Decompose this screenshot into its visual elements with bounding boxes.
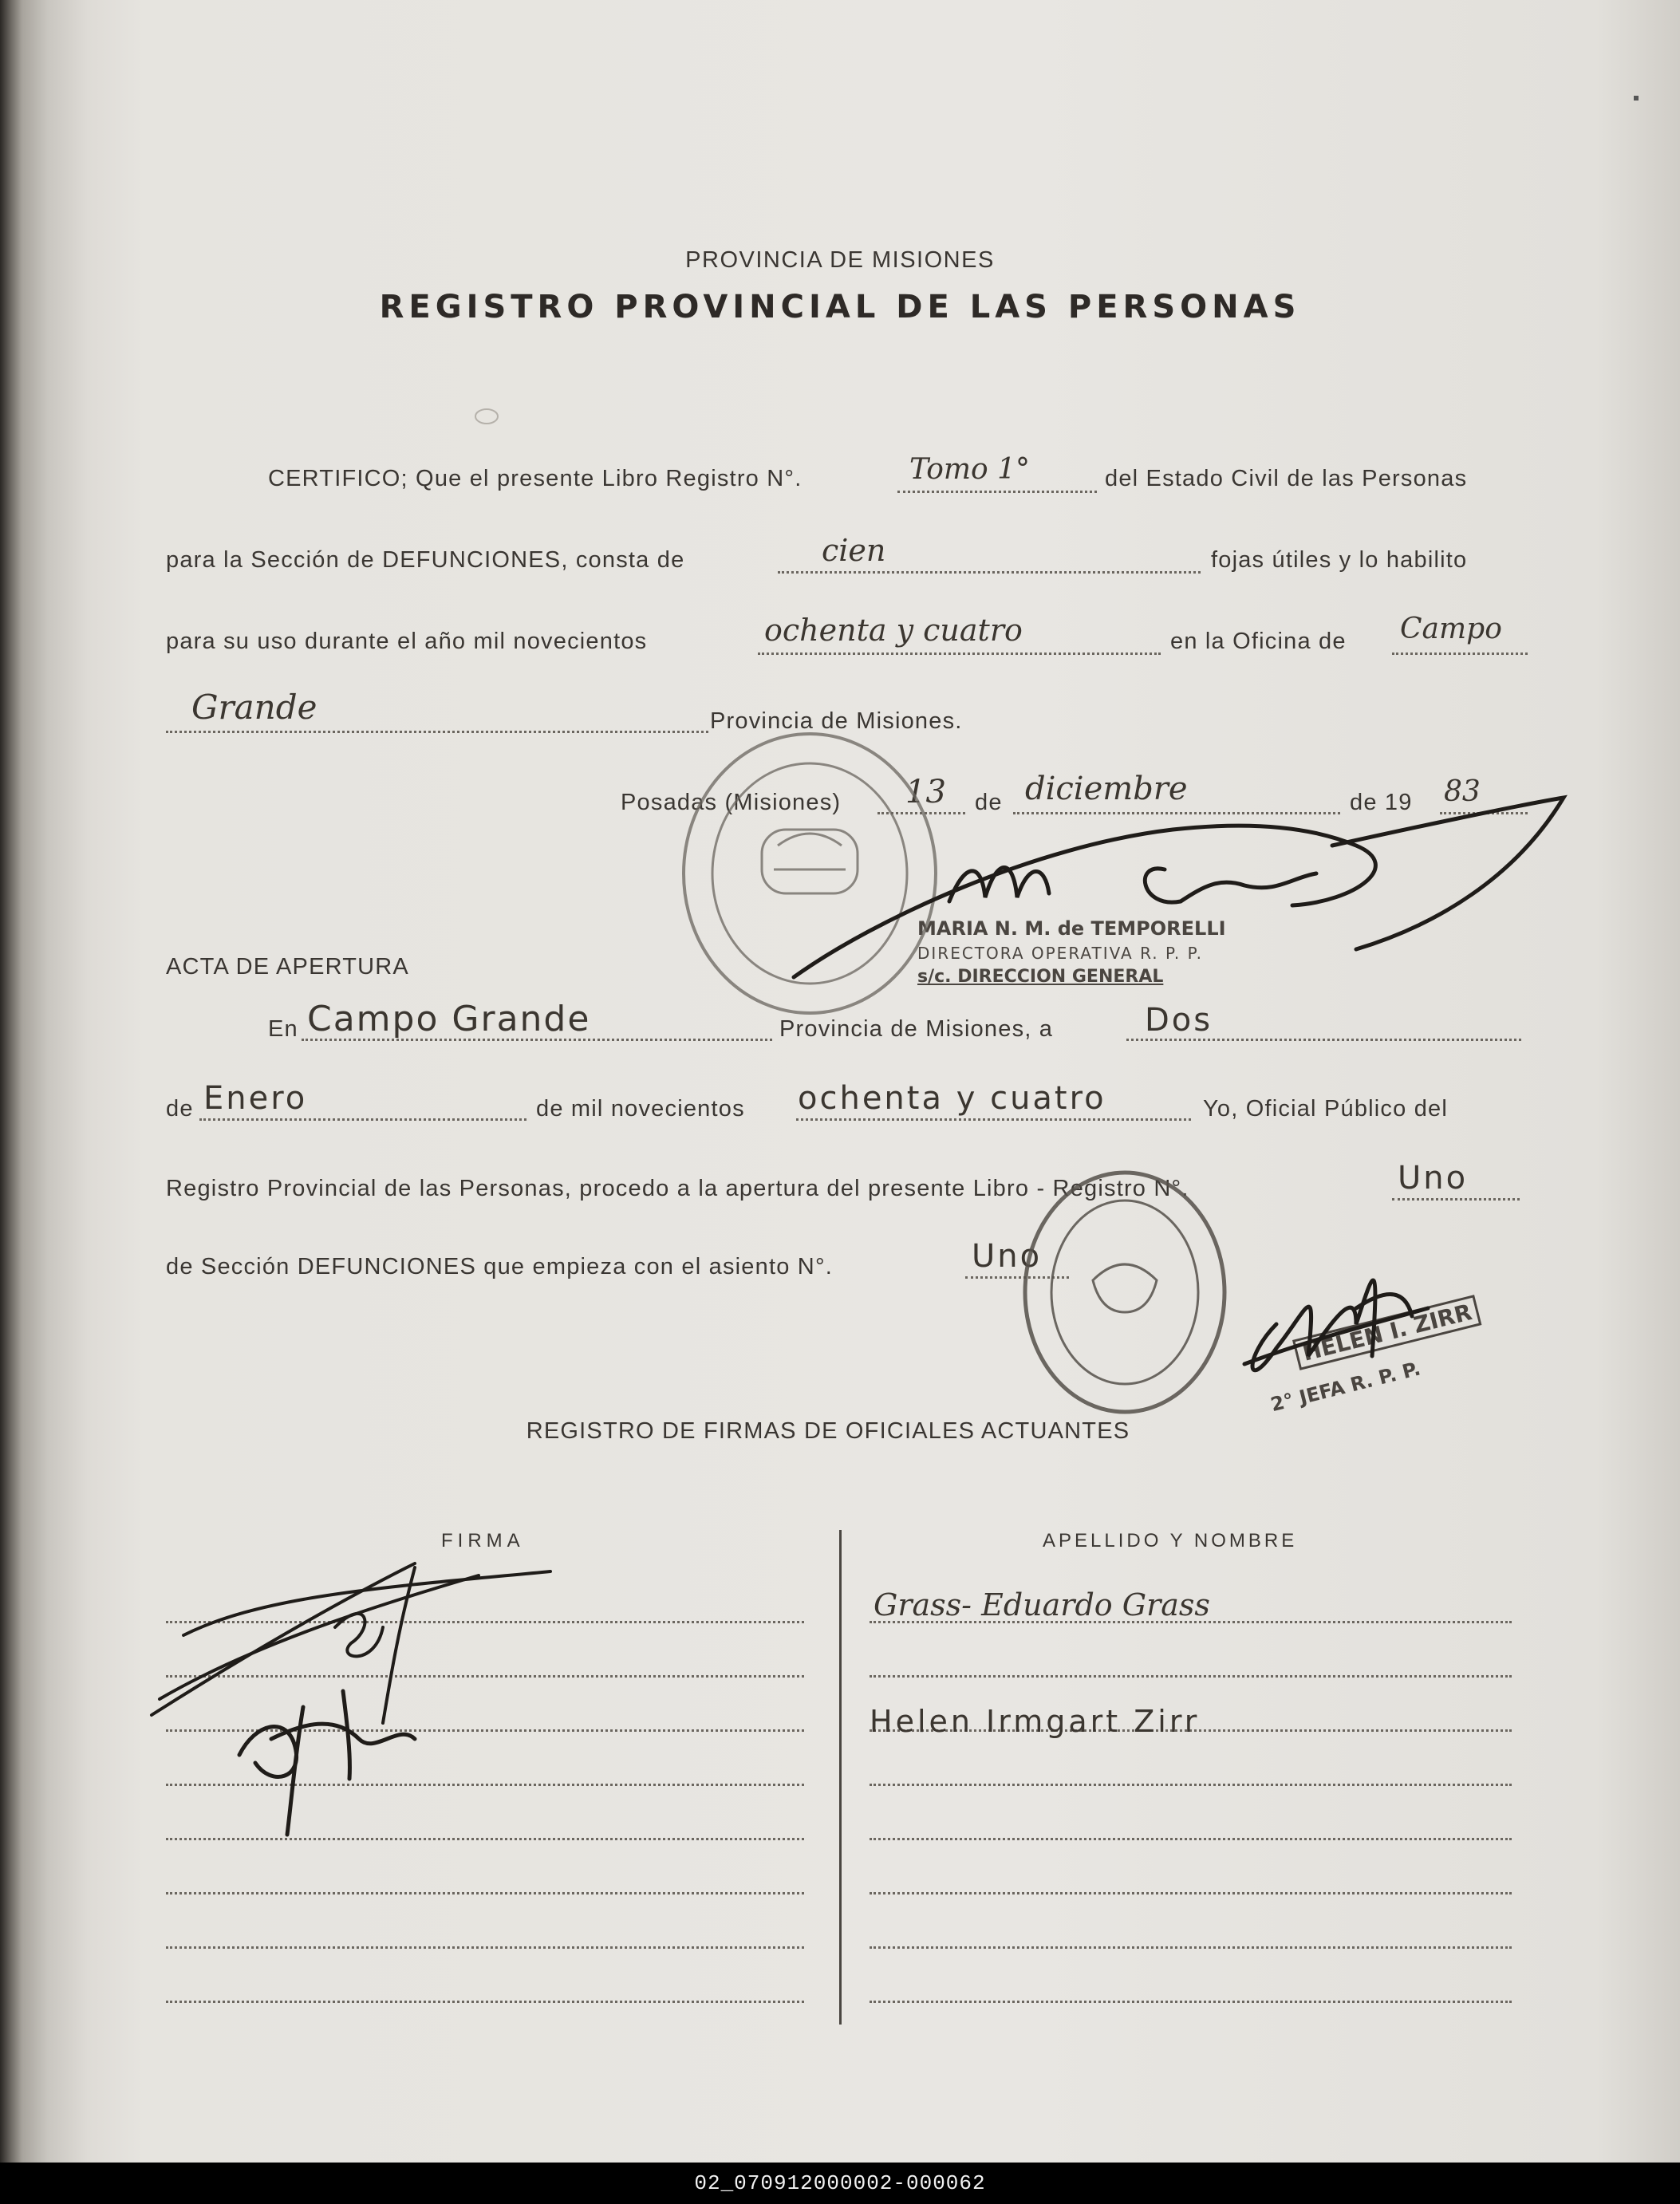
officer-stamp-name: HELEN I. ZIRR: [1292, 1295, 1482, 1370]
acta-month-fill: Enero: [203, 1080, 308, 1117]
acta-book-number-fill: Uno: [1398, 1160, 1469, 1197]
signatures-heading: REGISTRO DE FIRMAS DE OFICIALES ACTUANTES: [526, 1418, 1130, 1444]
director-signature: [794, 798, 1564, 977]
firma-signature-1: [152, 1563, 550, 1723]
acta-line2-end: Yo, Oficial Público del: [1203, 1096, 1449, 1122]
cert-year-fill: ochenta y cuatro: [764, 613, 1023, 648]
cert-fojas-fill: cien: [822, 533, 886, 568]
cert-office-fill: Campo: [1400, 613, 1502, 645]
province-heading: PROVINCIA DE MISIONES: [685, 247, 995, 273]
officer-stamp-role: 2° JEFA R. P. P.: [1268, 1357, 1423, 1417]
cert-line2-text: para la Sección de DEFUNCIONES, consta de: [166, 547, 685, 573]
acta-line4-text: de Sección DEFUNCIONES que empieza con el asiento N°.: [166, 1254, 833, 1279]
cert-tomo-fill: Tomo 1°: [909, 453, 1031, 486]
acta-year-fill: ochenta y cuatro: [798, 1080, 1106, 1117]
registry-title: REGISTRO PROVINCIAL DE LAS PERSONAS: [379, 289, 1301, 325]
date-day-fill: 13: [905, 774, 946, 810]
cert-line1-end: del Estado Civil de las Personas: [1105, 466, 1468, 491]
cert-line4-end: Provincia de Misiones.: [710, 708, 963, 734]
provincial-seal-lower: [1025, 1173, 1225, 1412]
name-entry-1: Grass- Eduardo Grass: [874, 1587, 1210, 1622]
cert-line1-text: CERTIFICO; Que el presente Libro Registro N°.: [268, 466, 803, 491]
acta-line3-text: Registro Provincial de las Personas, procedo a la apertura del presente Libro - Registro N°.: [166, 1176, 1189, 1201]
date-month-fill: diciembre: [1025, 771, 1188, 807]
firma-column-heading: FIRMA: [441, 1530, 525, 1551]
date-year-prefix: de 19: [1350, 790, 1413, 815]
date-year-fill: 83: [1444, 775, 1481, 808]
director-stamp-role: DIRECTORA OPERATIVA R. P. P.: [917, 944, 1203, 963]
provincial-seal-upper: [684, 734, 936, 1013]
cert-line3-end: en la Oficina de: [1170, 629, 1347, 654]
acta-day-fill: Dos: [1145, 1002, 1213, 1039]
firma-signature-2: [239, 1691, 415, 1835]
acta-heading: ACTA DE APERTURA: [166, 954, 409, 980]
cert-line3-text: para su uso durante el año mil novecientos: [166, 629, 648, 654]
acta-line1-start: En: [268, 1016, 298, 1042]
cert-office-fill-2: Grande: [191, 688, 317, 727]
acta-place-fill: Campo Grande: [307, 999, 591, 1039]
date-de: de: [975, 790, 1003, 815]
date-place: Posadas (Misiones): [621, 790, 842, 815]
cert-line2-end: fojas útiles y lo habilito: [1211, 547, 1468, 573]
director-stamp-dept: s/c. DIRECCION GENERAL: [917, 967, 1164, 987]
acta-line2-start: de: [166, 1096, 194, 1122]
acta-entry-number-fill: Uno: [972, 1238, 1043, 1275]
officer-signature: [1244, 1280, 1428, 1370]
acta-line1-mid: Provincia de Misiones, a: [779, 1016, 1054, 1042]
acta-line2-mid: de mil novecientos: [536, 1096, 745, 1122]
name-column-heading: APELLIDO Y NOMBRE: [1043, 1530, 1298, 1551]
scan-footer-id: 02_070912000002-000062: [0, 2163, 1680, 2204]
name-entry-2: Helen Irmgart Zirr: [870, 1704, 1201, 1739]
director-stamp-name: MARIA N. M. de TEMPORELLI: [917, 917, 1226, 940]
